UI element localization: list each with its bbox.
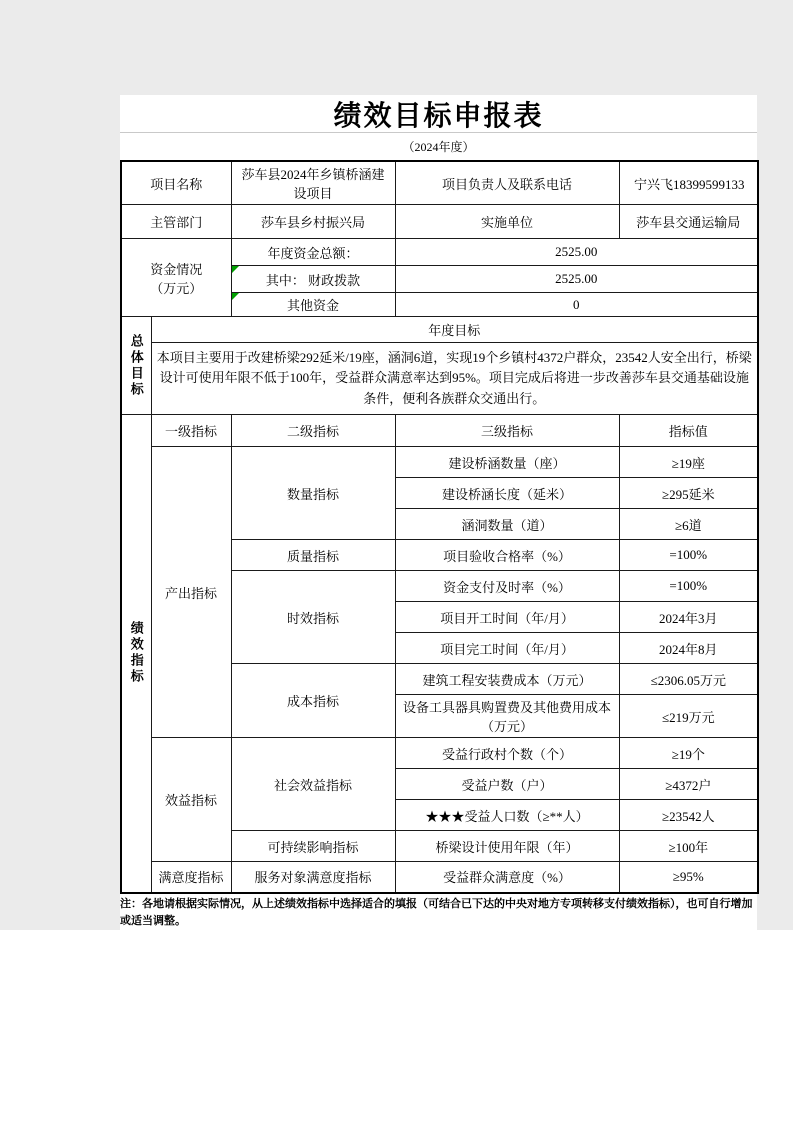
indicator-value-cell: =100% [619,540,758,571]
goal-side-label-cell [121,317,151,415]
level3-indicator-cell: 受益户数（户） [395,769,619,800]
level2-quality: 质量指标 [231,540,395,571]
level1-satisfaction: 满意度指标 [151,862,231,893]
goal-text: 本项目主要用于改建桥梁292延米/19座，涵洞6道，实现19个乡镇村4372户群众，23542人安全出行，桥梁设计可使用年限不低于100年，受益群众满意率达到95%。项目完成后将进一步改善莎车县交通基础设施条件，便利各族群众交通出行。 [151,343,758,415]
header-level3: 三级指标 [395,415,619,447]
goal-header: 年度目标 [151,317,758,343]
manager-value: 宁兴飞18399599133 [619,161,758,205]
level3-indicator-cell: ★★★受益人口数（≥**人） [395,800,619,831]
level3-indicator-cell: 项目开工时间（年/月） [395,602,619,633]
level3-indicator-cell: 受益行政村个数（个） [395,738,619,769]
indicator-header-row [121,415,758,447]
funding-other-value: 0 [395,293,758,317]
level3-indicator-cell: 建设桥涵长度（延米） [395,478,619,509]
funding-total-row [121,239,758,266]
indicator-value-cell: ≥4372户 [619,769,758,800]
funding-fiscal-label [231,266,395,293]
indicator-side-label-cell [121,415,151,893]
department-row [121,205,758,239]
project-name-row [121,161,758,205]
form-page [120,95,757,931]
indicator-value-cell: ≥295延米 [619,478,758,509]
indicator-value-cell: =100% [619,571,758,602]
funding-total-label: 年度资金总额： [231,239,395,266]
level2-sustain: 可持续影响指标 [231,831,395,862]
level2-social: 社会效益指标 [231,738,395,831]
goal-side-label: 总体目标 [128,333,144,398]
level3-indicator-cell: 受益群众满意度（%） [395,862,619,893]
project-name-value: 莎车县2024年乡镇桥涵建设项目 [231,161,395,205]
level3-indicator-cell: 设备工具器具购置费及其他费用成本（万元） [395,695,619,738]
form-title-band [120,95,757,133]
indicator-row [121,447,758,478]
department-value: 莎车县乡村振兴局 [231,205,395,239]
manager-label: 项目负责人及联系电话 [395,161,619,205]
level1-output: 产出指标 [151,447,231,738]
indicator-side-label: 绩效指标 [128,621,144,686]
funding-fiscal-value: 2525.00 [395,266,758,293]
level3-indicator-cell: 项目验收合格率（%） [395,540,619,571]
level3-indicator-cell: 建设桥涵数量（座） [395,447,619,478]
funding-other-label [231,293,395,317]
level3-indicator-cell: 项目完工时间（年/月） [395,633,619,664]
level3-indicator-cell: 资金支付及时率（%） [395,571,619,602]
implementer-value: 莎车县交通运输局 [619,205,758,239]
funding-other-label-text: 其他资金 [287,298,340,313]
project-name-label: 项目名称 [121,161,231,205]
level2-service: 服务对象满意度指标 [231,862,395,893]
declaration-table [120,160,759,894]
funding-label-line2: （万元） [150,280,203,296]
funding-label-line1: 资金情况 [150,261,203,277]
level2-timeliness: 时效指标 [231,571,395,664]
implementer-label: 实施单位 [395,205,619,239]
indicator-value-cell: ≥6道 [619,509,758,540]
indicator-value-cell: ≥100年 [619,831,758,862]
goal-header-row [121,317,758,343]
indicator-value-cell: ≥19个 [619,738,758,769]
indicator-value-cell: ≤219万元 [619,695,758,738]
indicator-value-cell: ≤2306.05万元 [619,664,758,695]
indicator-row [121,738,758,769]
department-label: 主管部门 [121,205,231,239]
indicator-value-cell: 2024年3月 [619,602,758,633]
indicator-value-cell: ≥23542人 [619,800,758,831]
indicator-value-cell: 2024年8月 [619,633,758,664]
funding-fiscal-label-text: 其中： 财政拨款 [265,272,361,288]
error-marker-icon [232,293,239,300]
level3-indicator-cell: 涵洞数量（道） [395,509,619,540]
goal-text-row [121,343,758,415]
header-value: 指标值 [619,415,758,447]
funding-total-value: 2525.00 [395,239,758,266]
funding-section-label [121,239,231,317]
form-subtitle: （2024年度） [402,140,475,154]
indicator-value-cell: ≥19座 [619,447,758,478]
header-level1: 一级指标 [151,415,231,447]
level1-benefit: 效益指标 [151,738,231,862]
footer-note: 注：各地请根据实际情况，从上述绩效指标中选择适合的填报（可结合已下达的中央对地方专项转移支付绩效指标），也可自行增加或适当调整。 [120,897,753,928]
indicator-value-cell: ≥95% [619,862,758,893]
error-marker-icon [232,266,239,273]
level3-indicator-cell: 建筑工程安装费成本（万元） [395,664,619,695]
indicator-row [121,862,758,893]
level2-quantity: 数量指标 [231,447,395,540]
form-title: 绩效目标申报表 [333,100,544,132]
level2-cost: 成本指标 [231,664,395,738]
header-level2: 二级指标 [231,415,395,447]
level3-indicator-cell: 桥梁设计使用年限（年） [395,831,619,862]
